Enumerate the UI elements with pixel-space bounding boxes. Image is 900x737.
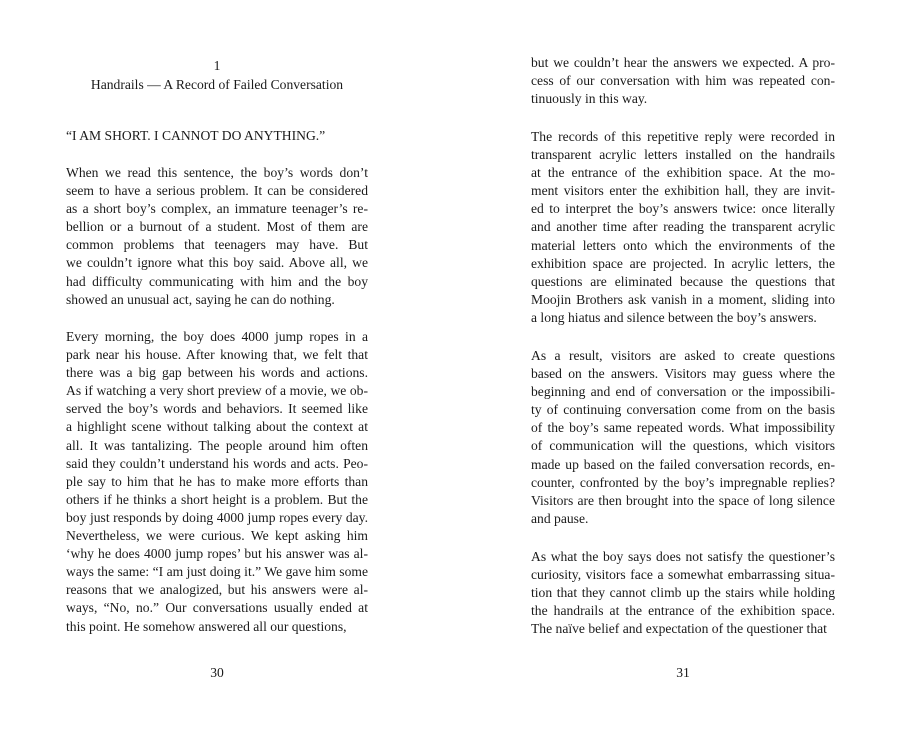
text-line: all. It was tantalizing. The people around him often <box>66 437 368 453</box>
text-line: common problems that teenagers may have. But <box>66 237 368 253</box>
text-line: bellion or a burnout of a student. Most of them are <box>66 219 368 235</box>
text-line: Visitors are then brought into the space of long silence <box>531 492 835 508</box>
text-line: of communication will the questions, which visitors <box>531 438 835 454</box>
text-line: but we couldn’t hear the answers we expected. A pro- <box>531 55 835 70</box>
text-line: As what the boy says does not satisfy the questioner’s <box>531 549 835 564</box>
text-line: as a short boy’s complex, an immature teenager’s re- <box>66 201 368 217</box>
text-line: transparent acrylic letters installed on the handrails <box>531 147 835 163</box>
text-line: curiosity, visitors face a somewhat embarrassing situa- <box>531 567 835 583</box>
text-line: counter, confronted by the boy’s impregnable replies? <box>531 474 835 490</box>
text-line: others if he thinks a short height is a problem. But the <box>66 491 368 507</box>
text-line: ways, “No, no.” Our conversations usually ended at <box>66 600 368 616</box>
chapter-heading <box>66 57 368 94</box>
text-line: had difficulty communicating with him and the boy <box>66 273 368 289</box>
text-line: As if watching a very short preview of a movie, we ob- <box>66 383 368 399</box>
paragraph <box>66 328 368 636</box>
text-line: ment visitors enter the exhibition hall, they are invit- <box>531 183 835 199</box>
text-line: there was a big gap between his words and actions. <box>66 365 368 381</box>
text-line: beginning and end of conversation or the impossibili- <box>531 384 835 400</box>
text-line: the handrails at the entrance of the exhibition space. <box>531 603 835 619</box>
text-line: ty of continuing conversation come from on the basis <box>531 402 835 418</box>
text-line: Moojin Brothers ask vanish in a moment, sliding into <box>531 291 835 307</box>
page-number: 31 <box>676 665 690 680</box>
text-line: of the boy’s same repeated words. What impossibility <box>531 420 835 436</box>
text-line: based on the answers. Visitors may guess where the <box>531 366 835 382</box>
page-number: 30 <box>210 665 224 680</box>
text-line: Nevertheless, we were curious. We kept asking him <box>66 528 368 544</box>
text-line: exhibition space are projected. In acrylic letters, the <box>531 255 835 271</box>
text-line: cess of our conversation with him was repeated con- <box>531 73 835 89</box>
text-line: ‘why he does 4000 jump ropes’ but his answer was al- <box>66 546 368 562</box>
text-line: Every morning, the boy does 4000 jump ropes in a <box>66 329 368 344</box>
text-line: seem to have a serious problem. It can be considered <box>66 183 368 199</box>
text-line: The records of this repetitive reply were recorded in <box>531 129 835 144</box>
text-line: ed to interpret the boy’s answers twice: once literally <box>531 201 835 217</box>
epigraph: “I AM SHORT. I CANNOT DO ANYTHING.” <box>66 128 326 143</box>
text-line: material letters onto which the environments of the <box>531 237 835 253</box>
paragraph <box>531 54 835 108</box>
text-line: and pause. <box>531 510 589 526</box>
left-page <box>66 0 368 737</box>
chapter-title: Handrails — A Record of Failed Conversation <box>90 76 344 92</box>
text-line: tion that they cannot climb up the stairs while holding <box>531 585 835 601</box>
text-line: a long hiatus and silence between the boy’s answers. <box>531 309 817 325</box>
chapter-number: 1 <box>213 58 221 73</box>
text-line: As a result, visitors are asked to create questions <box>531 348 835 363</box>
paragraph <box>531 347 835 528</box>
paragraph <box>66 164 368 309</box>
text-line: made up based on the failed conversation records, en- <box>531 456 835 472</box>
paragraph <box>531 128 835 327</box>
text-line: a highlight scene without talking about the context at <box>66 419 368 435</box>
paragraph <box>531 548 835 638</box>
text-line: and another time after reading the transparent acrylic <box>531 219 835 235</box>
text-line: park near his house. After knowing that, we felt that <box>66 347 368 363</box>
text-line: this point. He somehow answered all our questions, <box>66 618 347 634</box>
text-line: boy just responds by doing 4000 jump ropes every day. <box>66 509 368 525</box>
text-line: showed an unusual act, saying he can do nothing. <box>66 291 335 307</box>
right-page <box>531 0 835 737</box>
text-line: When we read this sentence, the boy’s words don’t <box>66 165 368 180</box>
text-line: questions are eliminated because the questions that <box>531 273 835 289</box>
text-line: at the entrance of the exhibition space. At the mo- <box>531 165 835 181</box>
text-line: said they couldn’t understand his words and acts. Peo- <box>66 455 368 471</box>
text-line: The naïve belief and expectation of the questioner that <box>531 621 827 637</box>
text-line: ways the same: “I am just doing it.” We gave him some <box>66 564 368 580</box>
text-line: tinuously in this way. <box>531 91 648 107</box>
text-line: served the boy’s words and behaviors. It seemed like <box>66 401 368 417</box>
text-line: we couldn’t ignore what this boy said. Above all, we <box>66 255 368 271</box>
text-line: reasons that we analogized, but his answers were al- <box>66 582 368 598</box>
text-line: ple say to him that he has to make more efforts than <box>66 473 368 489</box>
